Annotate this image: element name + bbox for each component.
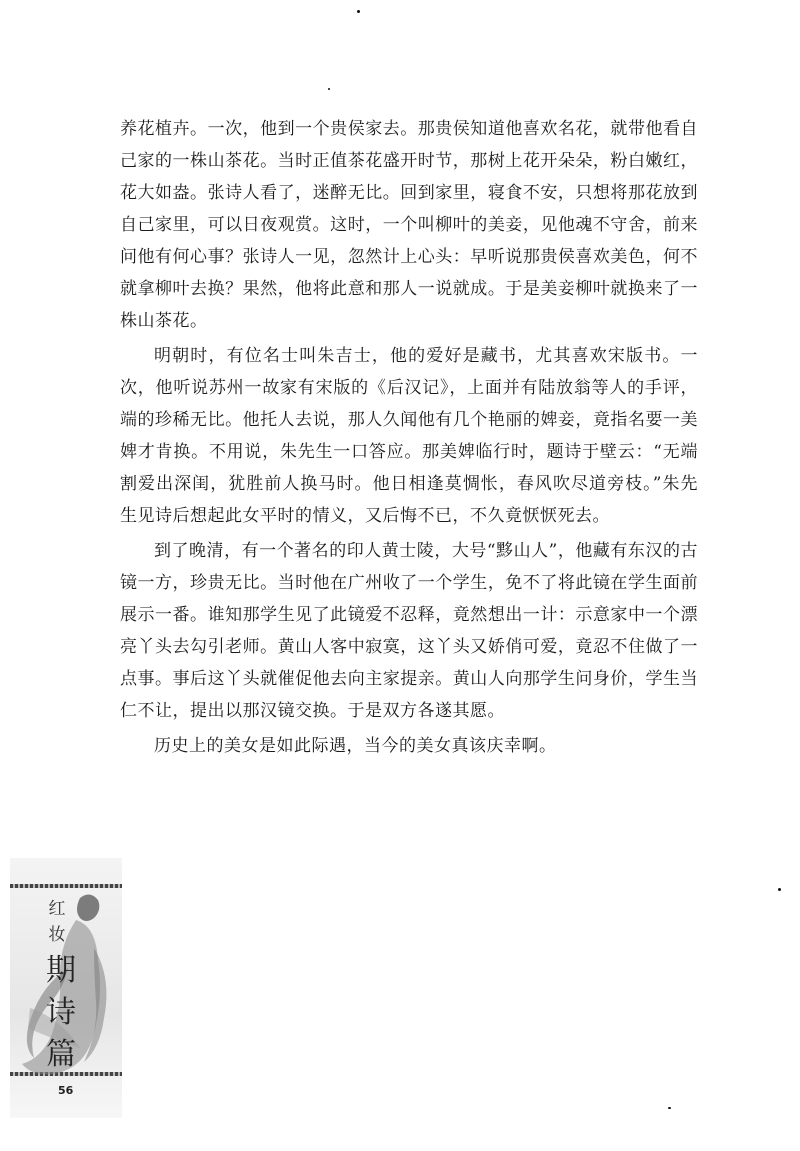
scan-speck — [328, 88, 330, 90]
paragraph-3: 到了晚清，有一个著名的印人黄士陵，大号“黟山人”，他藏有东汉的古镜一方，珍贵无比。当时他在广州收了一个学生，免不了将此镜在学生面前展示一番。谁知那学生见了此镜爱不忍释，竟然想出一计：示意家中一个漂亮丫头去勾引老师。黄山人客中寂寞，这丫头又娇俏可爱，竟忍不住做了一点事。事后这丫头就催促他去向主家提亲。黄山人向那学生问身价，学生当仁不让，提出以那汉镜交换。于是双方各遂其愿。 — [120, 541, 698, 721]
corner-title-top: 红妆 — [48, 899, 66, 945]
corner-illustration — [10, 858, 122, 1118]
corner-title-main: 期诗篇 — [46, 953, 76, 1072]
scan-speck — [778, 888, 781, 891]
scan-speck — [668, 1107, 671, 1109]
body-text — [120, 113, 698, 762]
paragraph-1: 养花植卉。一次，他到一个贵侯家去。那贵侯知道他喜欢名花，就带他看自己家的一株山茶花。当时正值茶花盛开时节，那树上花开朵朵，粉白嫩红，花大如盎。张诗人看了，迷醉无比。回到家里，寝食不安，只想将那花放到自己家里，可以日夜观赏。这时，一个叫柳叶的美妾，见他魂不守舍，前来问他有何心事？张诗人一见，忽然计上心头：早听说那贵侯喜欢美色，何不就拿柳叶去换？果然，他将此意和那人一说就成。于是美妾柳叶就换来了一株山茶花。 — [120, 119, 698, 331]
paragraph-2: 明朝时，有位名士叫朱吉士，他的爱好是藏书，尤其喜欢宋版书。一次，他听说苏州一故家有宋版的《后汉记》，上面并有陆放翁等人的手评，端的珍稀无比。他托人去说，那人久闻他有几个艳丽的婢妾，竟指名要一美婢才肯换。不用说，朱先生一口答应。那美婢临行时，题诗于壁云：“无端割爱出深闺，犹胜前人换马时。他日相逢莫惆怅，春风吹尽道旁枝。”朱先生见诗后想起此女平时的情义，又后悔不已，不久竟恹恹死去。 — [120, 346, 698, 526]
page-number: 56 — [58, 1084, 74, 1097]
scan-speck — [357, 10, 360, 13]
paragraph-4: 历史上的美女是如此际遇，当今的美女真该庆幸啊。 — [154, 736, 557, 756]
